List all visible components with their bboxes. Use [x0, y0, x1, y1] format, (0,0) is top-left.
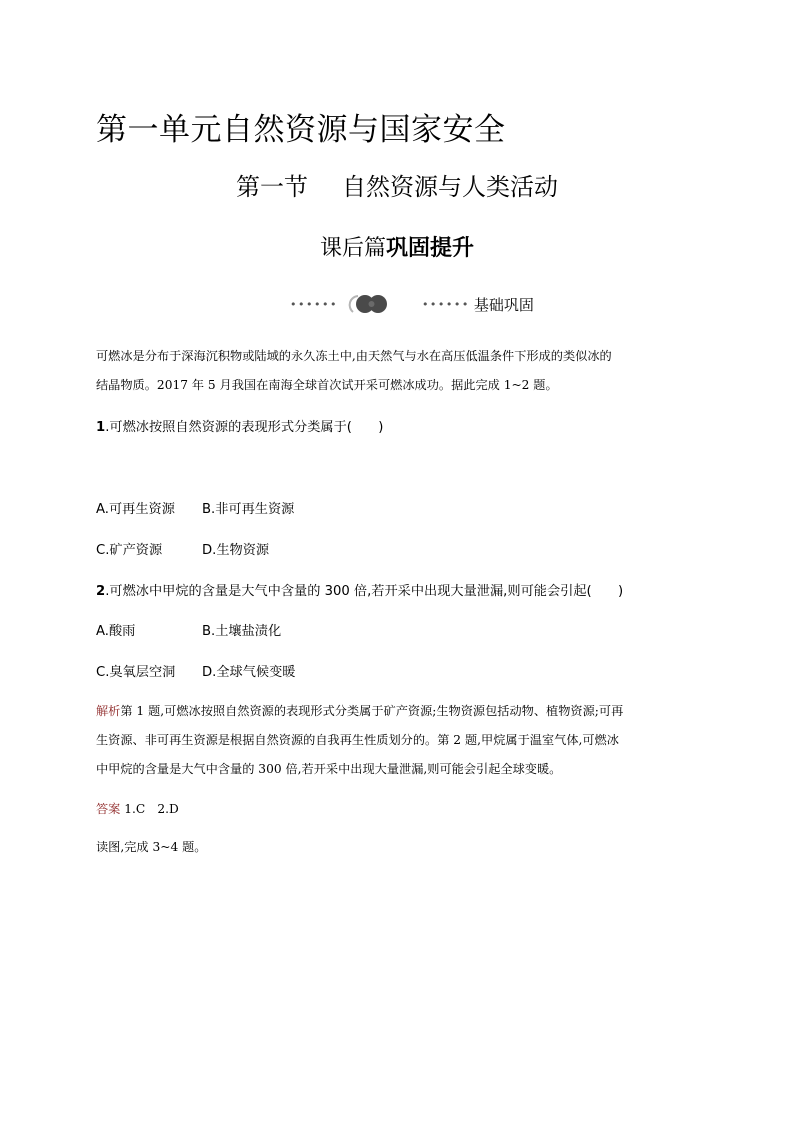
section-banner	[290, 292, 534, 316]
question-1-text: .可燃冰按照自然资源的表现形式分类属于( )	[105, 420, 384, 435]
analysis-tag: 解析	[96, 704, 121, 718]
q1-option-b: B.非可再生资源	[202, 502, 295, 517]
q2-option-d: D.全球气候变暖	[202, 665, 296, 680]
q1-option-a: A.可再生资源	[96, 502, 175, 517]
intro-line-1: 可燃冰是分布于深海沉积物或陆域的永久冻土中,由天然气与水在高压低温条件下形成的类似冰的	[96, 349, 612, 363]
analysis-line-1-text: 第 1 题,可燃冰按照自然资源的表现形式分类属于矿产资源;生物资源包括动物、植物资源;可再	[120, 704, 624, 718]
sub-title-bold: 巩固提升	[386, 236, 475, 261]
unit-title: 第一单元自然资源与国家安全	[96, 112, 506, 148]
sub-title-normal: 课后篇	[319, 236, 386, 261]
sub-title	[0, 231, 794, 262]
analysis-line-1	[96, 702, 623, 719]
answer-line	[96, 800, 179, 817]
banner-dots-right: ••••••	[421, 297, 470, 311]
q2-option-b: B.土壤盐渍化	[202, 624, 282, 639]
q1-option-c: C.矿产资源	[96, 543, 163, 558]
question-2-text: .可燃冰中甲烷的含量是大气中含量的 300 倍,若开采中出现大量泄漏,则可能会引起( )	[105, 584, 624, 599]
next-question-intro: 读图,完成 3~4 题。	[96, 840, 207, 854]
q2-option-c: C.臭氧层空洞	[96, 665, 176, 680]
question-2-number: 2	[96, 584, 106, 599]
answer-text: 1.C 2.D	[120, 802, 179, 816]
intro-line-2: 结晶物质。2017 年 5 月我国在南海全球首次试开采可燃冰成功。据此完成 1~2 题。	[96, 378, 558, 392]
answer-tag: 答案	[96, 802, 121, 816]
banner-dots-left: ••••••	[290, 297, 338, 311]
question-2	[96, 580, 623, 599]
section-number: 第一节	[236, 173, 308, 201]
section-name: 自然资源与人类活动	[342, 173, 558, 201]
section-title	[0, 167, 794, 202]
question-1	[96, 416, 383, 435]
analysis-line-2: 生资源、非可再生资源是根据自然资源的自我再生性质划分的。第 2 题,甲烷属于温室气体,可燃冰	[96, 733, 619, 747]
q1-option-d: D.生物资源	[202, 543, 270, 558]
question-1-number: 1	[96, 420, 106, 435]
banner-label: 基础巩固	[473, 295, 534, 314]
overlapping-circles-icon	[344, 292, 392, 316]
q2-option-a: A.酸雨	[96, 624, 136, 639]
analysis-line-3: 中甲烷的含量是大气中含量的 300 倍,若开采中出现大量泄漏,则可能会引起全球变暖。	[96, 762, 562, 776]
